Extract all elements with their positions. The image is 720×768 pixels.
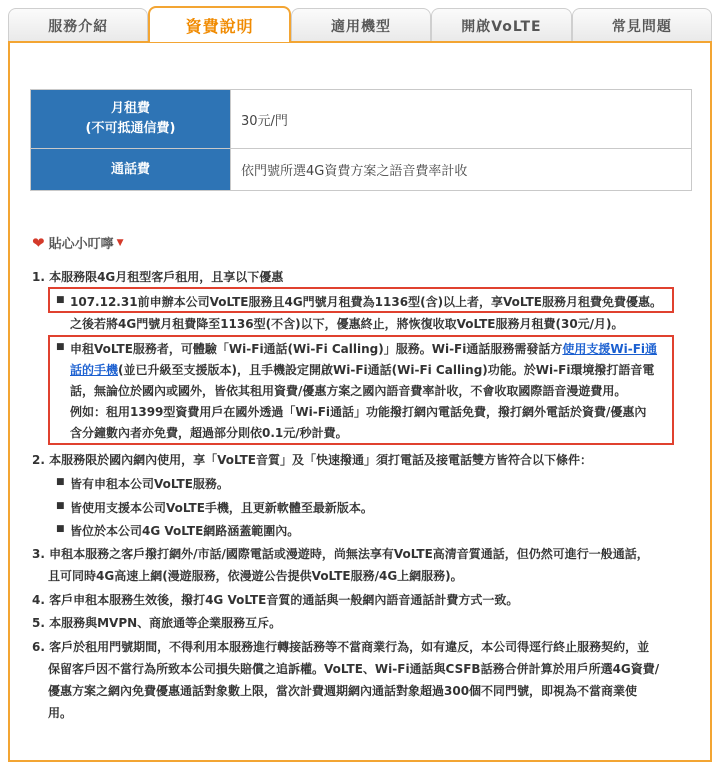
tip-item-1: 1. 本服務限4G月租型客戶租用，且享以下優惠 — [32, 270, 284, 284]
tips-title: 貼心小叮嚀 — [48, 237, 114, 252]
content-panel — [8, 41, 712, 762]
tip-item-6-line-3: 優惠方案之網內免費優惠通話對象數上限，當次計費週期網內通話對象超過300個不同門號，即視為不當商業使 — [48, 684, 638, 698]
triangle-down-icon: ▼ — [116, 237, 124, 248]
supported-phones-link-cont[interactable]: 話的手機 — [70, 363, 119, 377]
monthly-fee-label: 月租費 — [110, 101, 150, 116]
tab-bar — [8, 8, 712, 42]
tip-1-bullet-2-line-2 — [70, 361, 654, 378]
tab-faq[interactable]: 常見問題 — [572, 8, 712, 42]
monthly-fee-header — [31, 90, 231, 149]
tip-item-4: 4. 客戶申租本服務生效後，撥打4G VoLTE音質的通話與一般網內語音通話計費方式一致。 — [32, 593, 519, 607]
table-row — [31, 90, 692, 149]
tips-heading — [32, 233, 124, 252]
tip-1-bullet-2-line-4: 例如：租用1399型資費用戶在國外透過「Wi-Fi通話」功能撥打網內電話免費，撥打網外電話於資費/優惠內 — [70, 405, 647, 419]
square-bullet-icon: ■ — [56, 342, 65, 352]
table-row — [31, 149, 692, 191]
tip-2-bullet-3: 皆位於本公司4G VoLTE網路涵蓋範圍內。 — [70, 524, 300, 538]
fee-table — [30, 89, 692, 191]
tip-1-bullet-2-line-3: 話，無論位於國內或國外，皆依其租用資費/優惠方案之國內語音費率計收，不會收取國際語音漫遊費用。 — [70, 384, 627, 398]
call-fee-header: 通話費 — [31, 149, 231, 191]
tip-1-bullet-2-line-5: 含分鐘數內者亦免費，超過部分則依0.1元/秒計費。 — [70, 426, 348, 440]
tip-item-6-line-1: 6. 客戶於租用門號期間，不得利用本服務進行轉接話務等不當商業行為，如有違反，本公司得逕行終止服務契約，並 — [32, 640, 650, 654]
tip-item-3-line-2: 且可同時4G高速上網(漫遊服務，依漫遊公告提供VoLTE服務/4G上網服務)。 — [48, 569, 463, 583]
tab-fee-description[interactable]: 資費說明 — [148, 6, 290, 42]
tip-item-2: 2. 本服務限於國內網內使用，享「VoLTE音質」及「快速撥通」須打電話及接電話雙方皆符合以下條件： — [32, 453, 593, 467]
square-bullet-icon: ■ — [56, 524, 65, 534]
tip-2-bullet-1: 皆有申租本公司VoLTE服務。 — [70, 477, 229, 491]
tip-1-bullet-2-line-1 — [70, 340, 657, 357]
tab-supported-devices[interactable]: 適用機型 — [291, 8, 431, 42]
supported-phones-link[interactable]: 使用支援Wi-Fi通 — [562, 342, 658, 356]
tip-item-6-line-4: 用。 — [48, 706, 73, 720]
tip-1-bullet-1-line-2: 之後若將4G門號月租費降至1136型(不含)以下，優惠終止，將恢復收取VoLTE服務月租費(30元/月)。 — [70, 317, 624, 331]
tip-1-bullet-1-line-1: 107.12.31前申辦本公司VoLTE服務且4G門號月租費為1136型(含)以上者，享VoLTE服務月租費免費優惠。 — [70, 295, 662, 309]
tip-2-bullet-2: 皆使用支援本公司VoLTE手機，且更新軟體至最新版本。 — [70, 501, 373, 515]
tab-enable-volte[interactable]: 開啟VoLTE — [431, 8, 571, 42]
tip-item-3-line-1: 3. 申租本服務之客戶撥打網外/市話/國際電話或漫遊時，尚無法享有VoLTE高清音質通話，但仍然可進行一般通話， — [32, 547, 649, 561]
tab-service-intro[interactable]: 服務介紹 — [8, 8, 148, 42]
square-bullet-icon: ■ — [56, 501, 65, 511]
monthly-fee-value: 30元/門 — [231, 90, 692, 149]
call-fee-value: 依門號所選4G資費方案之語音費率計收 — [231, 149, 692, 191]
wifi-calling-text: 申租VoLTE服務者，可體驗「Wi-Fi通話(Wi-Fi Calling)」服務。Wi-Fi通話服務需發話方 — [70, 342, 563, 356]
monthly-fee-note: (不可抵通信費) — [85, 121, 176, 136]
square-bullet-icon: ■ — [56, 295, 65, 305]
heart-icon: ❤ — [32, 233, 45, 252]
tip-item-6-line-2: 保留客戶因不當行為所致本公司損失賠償之追訴權。VoLTE、Wi-Fi通話與CSFB話務合併計算於用戶所選4G資費/ — [48, 662, 660, 676]
square-bullet-icon: ■ — [56, 477, 65, 487]
tip-item-5: 5. 本服務與MVPN、商旅通等企業服務互斥。 — [32, 616, 282, 630]
wifi-calling-text-2: (並已升級至支援版本)，且手機設定開啟Wi-Fi通話(Wi-Fi Calling)功能。於Wi-Fi環境撥打語音電 — [118, 363, 655, 377]
